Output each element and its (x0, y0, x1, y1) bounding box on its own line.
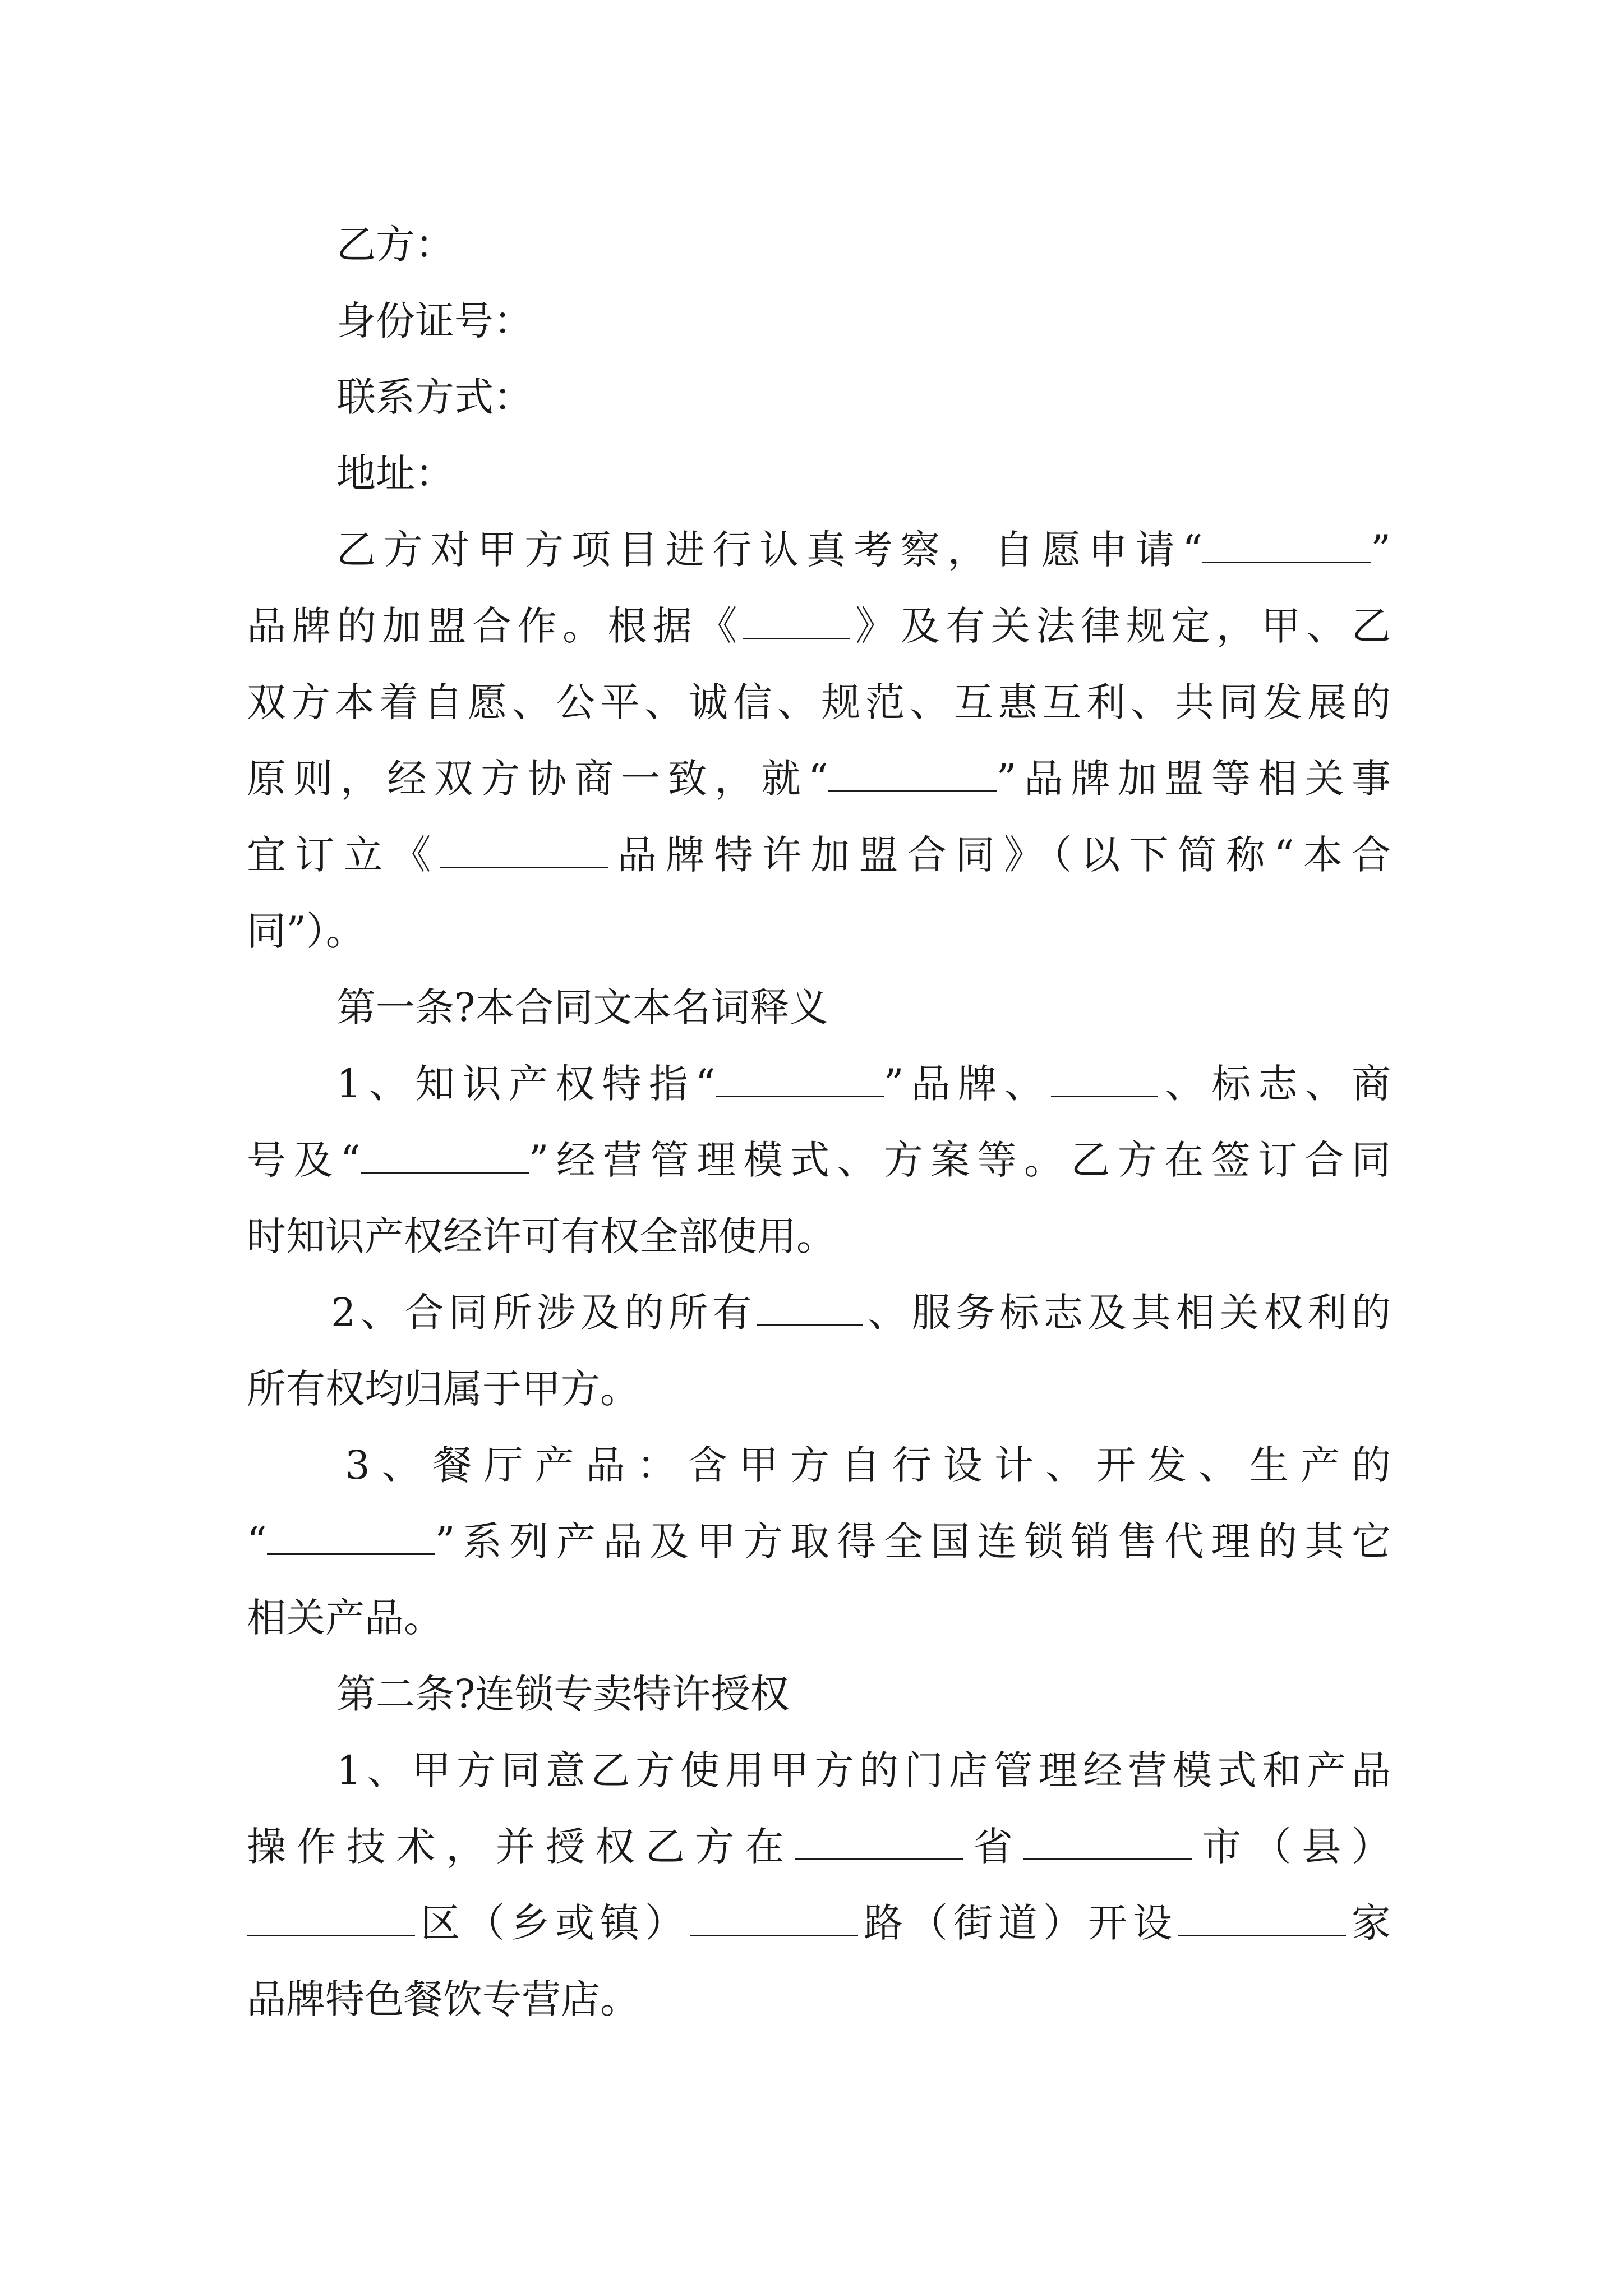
address-label-text: 地址： (336, 450, 454, 496)
article-2-clause-1-line-4 (247, 1973, 1391, 2025)
text-segment: ”品牌、 (883, 1061, 1052, 1107)
blank-field (828, 757, 997, 792)
text-segment: “ (247, 1519, 267, 1565)
blank-field (1202, 528, 1371, 563)
article-1-clause-2-line-1 (331, 1287, 1391, 1338)
contact-label (336, 371, 1481, 423)
article-1-clause-3-line-3 (247, 1592, 1391, 1644)
blank-field (1051, 1062, 1158, 1097)
article-1-title-text: 第一条?本合同文本名词释义 (336, 984, 829, 1030)
preamble-line-6 (247, 905, 1391, 957)
text-segment: ”品牌加盟等相关事 (996, 756, 1391, 802)
blank-field (690, 1901, 858, 1936)
text-segment: 省 (963, 1824, 1023, 1870)
blank-field (757, 1291, 863, 1326)
text-segment: 品牌特色餐饮专营店。 (247, 1976, 639, 2022)
text-segment: 市（县） (1191, 1824, 1391, 1870)
contact-label-text: 联系方式： (336, 374, 533, 420)
article-1-clause-3-line-2 (247, 1516, 1391, 1567)
text-segment: 所有权均归属于甲方。 (247, 1366, 639, 1412)
party-b-label (336, 219, 1481, 270)
text-segment: 1、甲方同意乙方使用甲方的门店管理经营模式和产品 (336, 1747, 1391, 1793)
text-segment: ” (1371, 527, 1391, 573)
text-segment: 同”）。 (247, 908, 365, 954)
preamble-line-4 (247, 753, 1391, 804)
article-1-clause-1-line-1 (336, 1058, 1391, 1110)
article-1-clause-2-line-2 (247, 1363, 1391, 1415)
blank-field (716, 1062, 884, 1097)
text-segment: 3、餐厅产品：含甲方自行设计、开发、生产的 (345, 1442, 1391, 1488)
article-2-clause-1-line-3 (247, 1897, 1391, 1949)
text-segment: 品牌特许加盟合同》（以下简称“本合 (608, 832, 1391, 878)
article-1-clause-1-line-3 (247, 1211, 1391, 1262)
party-b-label-text: 乙方： (336, 222, 454, 268)
article-2-clause-1-line-2 (247, 1821, 1391, 1872)
blank-field (247, 1901, 415, 1936)
text-segment: 时知识产权经许可有权全部使用。 (247, 1213, 836, 1259)
blank-field (795, 1825, 963, 1860)
article-1-clause-1-line-2 (247, 1134, 1391, 1186)
text-segment: 、服务标志及其相关权利的 (863, 1290, 1391, 1336)
blank-field (1023, 1825, 1192, 1860)
text-segment: 原则，经双方协商一致，就“ (247, 756, 828, 802)
blank-field (743, 604, 850, 639)
text-segment: 家 (1346, 1900, 1391, 1946)
preamble-line-1 (336, 524, 1391, 576)
preamble-line-2 (247, 600, 1391, 652)
article-1-clause-3-line-1 (345, 1439, 1391, 1491)
text-segment: 宜订立《 (247, 832, 440, 878)
id-number-label-text: 身份证号： (336, 298, 533, 344)
text-segment: 操作技术，并授权乙方在 (247, 1824, 795, 1870)
blank-field (1178, 1901, 1346, 1936)
text-segment: 1、知识产权特指“ (336, 1061, 716, 1107)
text-segment: 路（街道）开设 (858, 1900, 1178, 1946)
text-segment: ”系列产品及甲方取得全国连锁销售代理的其它 (435, 1519, 1391, 1565)
text-segment: 号及“ (247, 1137, 361, 1183)
preamble-line-5 (247, 829, 1391, 881)
article-2-title-text: 第二条?连锁专卖特许授权 (336, 1671, 790, 1717)
text-segment: 2、合同所涉及的所有 (331, 1290, 757, 1336)
blank-field (440, 833, 608, 868)
article-2-title (336, 1668, 1481, 1720)
text-segment: 、标志、商 (1158, 1061, 1391, 1107)
text-segment: 》及有关法律规定，甲、乙 (849, 603, 1391, 649)
article-2-clause-1-line-1 (336, 1745, 1391, 1796)
blank-field (267, 1520, 435, 1555)
text-segment: 区（乡或镇） (415, 1900, 690, 1946)
preamble-line-3 (247, 677, 1391, 728)
blank-field (361, 1138, 529, 1174)
text-segment: ”经营管理模式、方案等。乙方在签订合同 (528, 1137, 1391, 1183)
id-number-label (336, 295, 1481, 347)
text-segment: 乙方对甲方项目进行认真考察，自愿申请“ (336, 527, 1203, 573)
article-1-title (336, 982, 1481, 1033)
text-segment: 双方本着自愿、公平、诚信、规范、互惠互利、共同发展的 (247, 679, 1391, 725)
text-segment: 相关产品。 (247, 1595, 443, 1641)
text-segment: 品牌的加盟合作。根据《 (247, 603, 743, 649)
address-label (336, 448, 1481, 499)
